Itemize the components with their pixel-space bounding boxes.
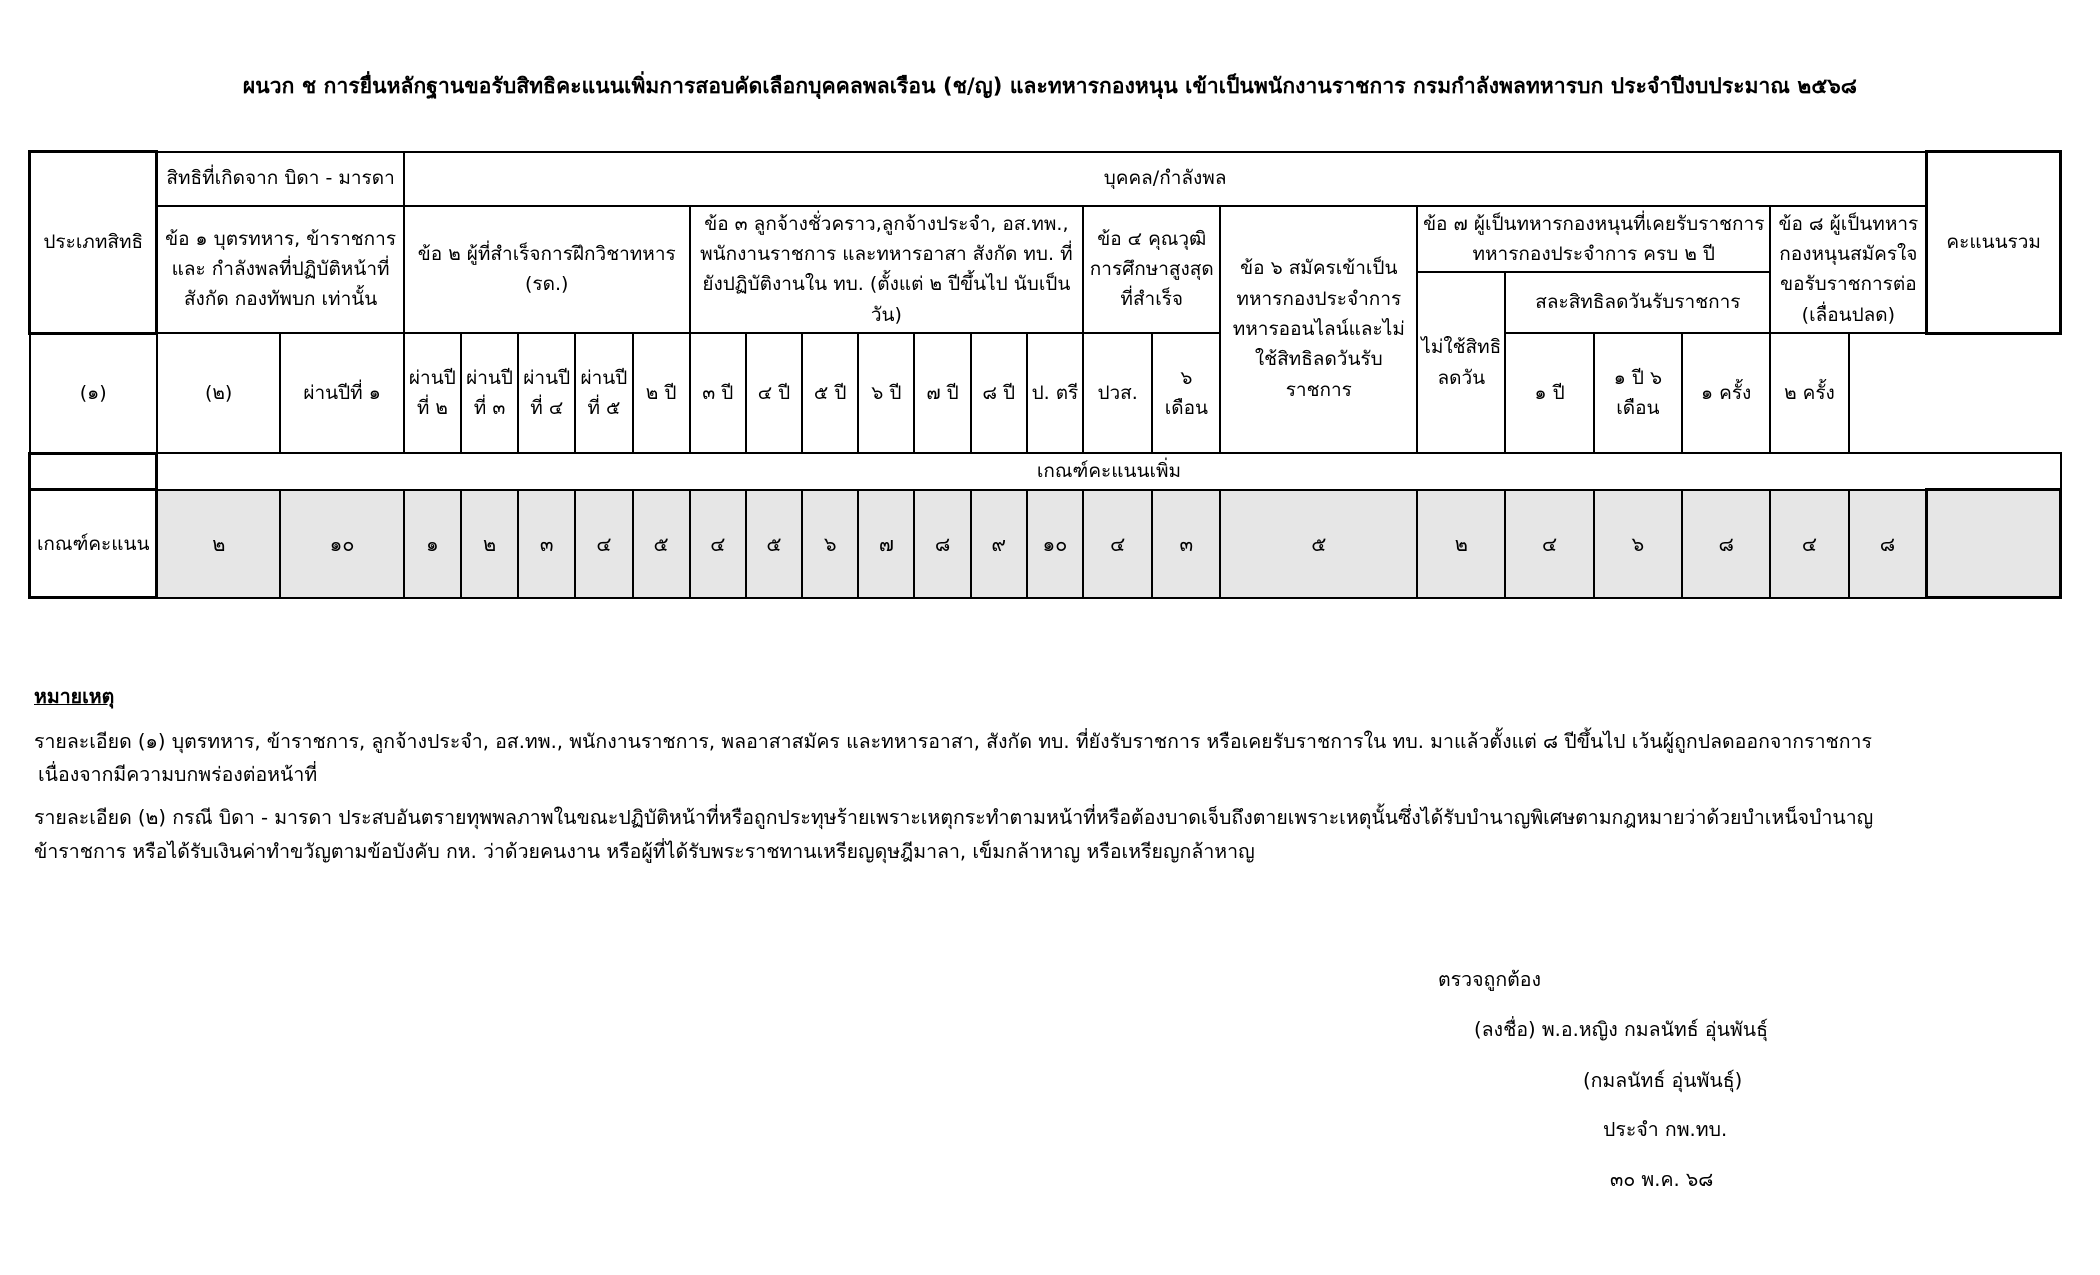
item2-header: ข้อ ๒ ผู้ที่สำเร็จการฝึกวิชาทหาร (รด.) xyxy=(404,206,690,334)
rd-sub-2: ผ่านปีที่ ๒ xyxy=(404,333,461,453)
note-detail-1: รายละเอียด (๑) บุตรทหาร, ข้าราชการ, ลูกจ้างประจำ, อส.ทพ., พนักงานราชการ, พลอาสาสมัคร และทหารอาสา, สังกัด ทบ. ที่ยังรับราชการ หรือเคยรับราชการใน ทบ. มาแล้วตั้งแต่ ๘ ปีขึ้นไป เว้นผู้ถูกปลดออกจากราชการ xyxy=(34,730,1872,754)
score-value: ๑๐ xyxy=(1027,490,1083,598)
extend-sub-1: ๑ ครั้ง xyxy=(1682,333,1770,453)
score-value: ๘ xyxy=(1682,490,1770,598)
item7-header: ข้อ ๗ ผู้เป็นทหารกองหนุนที่เคยรับราชการทหารกองประจำการ ครบ ๒ ปี xyxy=(1417,206,1770,273)
criteria-band: เกณฑ์คะแนนเพิ่ม xyxy=(157,453,2061,490)
score-value: ๙ xyxy=(971,490,1027,598)
item1-header: ข้อ ๑ บุตรทหาร, ข้าราชการ และ กำลังพลที่ปฏิบัติหน้าที่ สังกัด กองทัพบก เท่านั้น xyxy=(157,206,404,334)
score-value: ๗ xyxy=(858,490,914,598)
item4-header: ข้อ ๔ คุณวุฒิการศึกษาสูงสุดที่สำเร็จ xyxy=(1083,206,1220,334)
note-detail-1-cont: เนื่องจากมีความบกพร่องต่อหน้าที่ xyxy=(38,763,318,787)
rd-sub-5: ผ่านปีที่ ๕ xyxy=(575,333,632,453)
score-value: ๒ xyxy=(461,490,518,598)
item7-reduce-header: สละสิทธิลดวันรับราชการ xyxy=(1505,272,1770,333)
reduce-sub-1y6m: ๑ ปี ๖ เดือน xyxy=(1594,333,1682,453)
rd-sub-1: ผ่านปีที่ ๑ xyxy=(280,333,403,453)
person-group-header: บุคคล/กำลังพล xyxy=(404,152,1927,206)
parent-sub-1: (๑) xyxy=(30,333,157,453)
signed-by: (ลงชื่อ) พ.อ.หญิง กมลนัทธ์ อุ่นพันธุ์ xyxy=(1474,1018,1769,1041)
score-value: ๕ xyxy=(633,490,690,598)
notes-section xyxy=(34,680,1934,878)
parent-group-header: สิทธิที่เกิดจาก บิดา - มารดา xyxy=(157,152,404,206)
score-value: ๑๐ xyxy=(280,490,403,598)
years-sub-3: ๓ ปี xyxy=(690,333,746,453)
score-total xyxy=(1927,490,2061,598)
years-sub-8: ๘ ปี xyxy=(971,333,1027,453)
score-value: ๔ xyxy=(1083,490,1152,598)
verified-text: ตรวจถูกต้อง xyxy=(1438,968,1542,991)
score-value: ๕ xyxy=(746,490,802,598)
signer-position: ประจำ กพ.ทบ. xyxy=(1603,1118,1728,1141)
score-value: ๔ xyxy=(1770,490,1848,598)
score-value: ๓ xyxy=(518,490,575,598)
notes-heading: หมายเหตุ xyxy=(34,685,115,708)
score-value: ๒ xyxy=(157,490,280,598)
score-value: ๘ xyxy=(1849,490,1927,598)
item6-header: ข้อ ๖ สมัครเข้าเป็นทหารกองประจำการทหารออนไลน์และไม่ใช้สิทธิลดวันรับราชการ xyxy=(1220,206,1417,454)
years-sub-2: ๒ ปี xyxy=(633,333,690,453)
score-value: ๘ xyxy=(914,490,970,598)
type-header: ประเภทสิทธิ xyxy=(30,152,157,334)
item8-header: ข้อ ๘ ผู้เป็นทหารกองหนุนสมัครใจขอรับราชการต่อ (เลื่อนปลด) xyxy=(1770,206,1927,334)
parent-sub-2: (๒) xyxy=(157,333,280,453)
score-value: ๔ xyxy=(690,490,746,598)
signature-date: ๓๐ พ.ค. ๖๘ xyxy=(1610,1168,1714,1191)
extend-sub-2: ๒ ครั้ง xyxy=(1770,333,1848,453)
rd-sub-4: ผ่านปีที่ ๔ xyxy=(518,333,575,453)
years-sub-5: ๕ ปี xyxy=(802,333,858,453)
score-value: ๕ xyxy=(1220,490,1417,598)
signer-name: (กมลนัทธ์ อุ่นพันธุ์) xyxy=(1583,1069,1743,1092)
rd-sub-3: ผ่านปีที่ ๓ xyxy=(461,333,518,453)
score-value: ๒ xyxy=(1417,490,1505,598)
years-sub-6: ๖ ปี xyxy=(858,333,914,453)
score-value: ๓ xyxy=(1152,490,1220,598)
reduce-sub-6m: ๖ เดือน xyxy=(1152,333,1220,453)
years-sub-4: ๔ ปี xyxy=(746,333,802,453)
score-criteria-table xyxy=(28,150,2062,599)
edu-sub-bachelor: ป. ตรี xyxy=(1027,333,1083,453)
years-sub-7: ๗ ปี xyxy=(914,333,970,453)
score-value: ๖ xyxy=(802,490,858,598)
score-value: ๔ xyxy=(575,490,632,598)
score-label: เกณฑ์คะแนน xyxy=(30,490,157,598)
item3-header: ข้อ ๓ ลูกจ้างชั่วคราว,ลูกจ้างประจำ, อส.ทพ., พนักงานราชการ และทหารอาสา สังกัด ทบ. ที่ยังปฏิบัติงานใน ทบ. (ตั้งแต่ ๒ ปีขึ้นไป นับเป็นวัน) xyxy=(690,206,1083,334)
document-title: ผนวก ช การยื่นหลักฐานขอรับสิทธิคะแนนเพิ่มการสอบคัดเลือกบุคคลพลเรือน (ช/ญ) และทหารกองหนุน เข้าเป็นพนักงานราชการ กรมกำลังพลทหารบก ประจำปีงบประมาณ ๒๕๖๘ xyxy=(242,74,1858,98)
score-value: ๑ xyxy=(404,490,461,598)
total-header: คะแนนรวม xyxy=(1927,152,2061,334)
note-detail-2-cont: ข้าราชการ หรือได้รับเงินค่าทำขวัญตามข้อบังคับ กห. ว่าด้วยคนงาน หรือผู้ที่ได้รับพระราชทานเหรียญดุษฎีมาลา, เข็มกล้าหาญ หรือเหรียญกล้าหาญ xyxy=(34,839,1255,863)
reduce-sub-1y: ๑ ปี xyxy=(1505,333,1593,453)
item7-no-reduce-header: ไม่ใช้สิทธิลดวัน xyxy=(1417,272,1505,453)
edu-sub-diploma: ปวส. xyxy=(1083,333,1152,453)
score-value: ๔ xyxy=(1505,490,1593,598)
note-detail-2: รายละเอียด (๒) กรณี บิดา - มารดา ประสบอันตรายทุพพลภาพในขณะปฏิบัติหน้าที่หรือถูกประทุษร้ายเพราะเหตุกระทำตามหน้าที่หรือต้องบาดเจ็บถึงตายเพราะเหตุนั้นซึ่งได้รับบำนาญพิเศษตามกฎหมายว่าด้วยบำเหน็จบำนาญ xyxy=(34,806,1874,830)
score-value: ๖ xyxy=(1594,490,1682,598)
criteria-band-left xyxy=(30,453,157,490)
